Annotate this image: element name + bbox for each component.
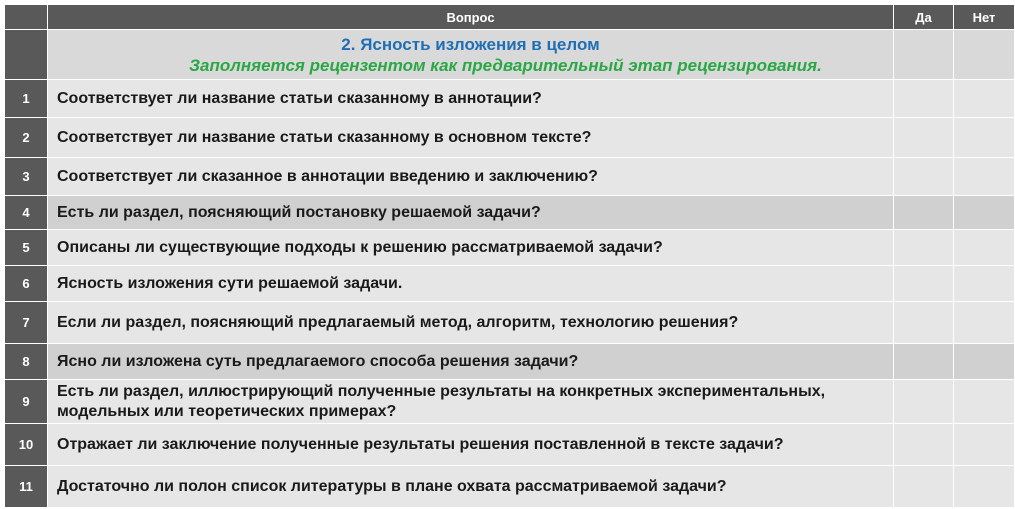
answer-yes-cell[interactable] <box>894 118 954 158</box>
question-text: Достаточно ли полон список литературы в плане охвата рассматриваемой задачи? <box>48 466 894 508</box>
question-row <box>5 466 1015 508</box>
section-yes-cell <box>894 30 954 80</box>
section-title: 2. Ясность изложения в целом <box>341 35 600 54</box>
answer-no-cell[interactable] <box>954 424 1015 466</box>
question-row <box>5 380 1015 424</box>
answer-no-cell[interactable] <box>954 266 1015 302</box>
answer-yes-cell[interactable] <box>894 80 954 118</box>
question-text: Описаны ли существующие подходы к решению рассматриваемой задачи? <box>48 230 894 266</box>
section-no-cell <box>954 30 1015 80</box>
header-question: Вопрос <box>48 5 894 30</box>
question-number: 11 <box>5 466 48 508</box>
section-subtitle: Заполняется рецензентом как предварительный этап рецензирования. <box>189 56 822 75</box>
question-text: Соответствует ли сказанное в аннотации введению и заключению? <box>48 158 894 196</box>
question-number: 8 <box>5 344 48 380</box>
answer-yes-cell[interactable] <box>894 344 954 380</box>
question-row <box>5 344 1015 380</box>
section-title-cell <box>48 30 894 80</box>
question-row <box>5 118 1015 158</box>
answer-yes-cell[interactable] <box>894 380 954 424</box>
answer-no-cell[interactable] <box>954 466 1015 508</box>
question-number: 1 <box>5 80 48 118</box>
answer-no-cell[interactable] <box>954 196 1015 230</box>
question-number: 10 <box>5 424 48 466</box>
answer-yes-cell[interactable] <box>894 424 954 466</box>
question-row <box>5 230 1015 266</box>
question-number: 5 <box>5 230 48 266</box>
question-text: Ясность изложения сути решаемой задачи. <box>48 266 894 302</box>
answer-no-cell[interactable] <box>954 118 1015 158</box>
answer-no-cell[interactable] <box>954 302 1015 344</box>
section-number-cell <box>5 30 48 80</box>
answer-yes-cell[interactable] <box>894 466 954 508</box>
answer-no-cell[interactable] <box>954 230 1015 266</box>
question-row <box>5 424 1015 466</box>
question-row <box>5 196 1015 230</box>
question-text: Есть ли раздел, иллюстрирующий полученные результаты на конкретных экспериментальных, модельных или теоретических примерах? <box>48 380 894 424</box>
answer-yes-cell[interactable] <box>894 196 954 230</box>
answer-yes-cell[interactable] <box>894 302 954 344</box>
answer-yes-cell[interactable] <box>894 230 954 266</box>
question-text: Соответствует ли название статьи сказанному в основном тексте? <box>48 118 894 158</box>
question-number: 9 <box>5 380 48 424</box>
section-row <box>5 30 1015 80</box>
answer-yes-cell[interactable] <box>894 266 954 302</box>
question-text: Соответствует ли название статьи сказанному в аннотации? <box>48 80 894 118</box>
answer-no-cell[interactable] <box>954 380 1015 424</box>
question-row <box>5 266 1015 302</box>
header-number-cell <box>5 5 48 30</box>
answer-no-cell[interactable] <box>954 344 1015 380</box>
question-row <box>5 80 1015 118</box>
question-text: Если ли раздел, поясняющий предлагаемый метод, алгоритм, технологию решения? <box>48 302 894 344</box>
question-number: 2 <box>5 118 48 158</box>
header-yes: Да <box>894 5 954 30</box>
answer-no-cell[interactable] <box>954 80 1015 118</box>
header-no: Нет <box>954 5 1015 30</box>
review-questionnaire-table <box>4 4 1015 508</box>
question-number: 3 <box>5 158 48 196</box>
question-text: Есть ли раздел, поясняющий постановку решаемой задачи? <box>48 196 894 230</box>
question-row <box>5 302 1015 344</box>
question-text: Ясно ли изложена суть предлагаемого способа решения задачи? <box>48 344 894 380</box>
question-number: 7 <box>5 302 48 344</box>
header-row <box>5 5 1015 30</box>
answer-yes-cell[interactable] <box>894 158 954 196</box>
question-number: 4 <box>5 196 48 230</box>
answer-no-cell[interactable] <box>954 158 1015 196</box>
question-number: 6 <box>5 266 48 302</box>
question-text: Отражает ли заключение полученные результаты решения поставленной в тексте задачи? <box>48 424 894 466</box>
question-row <box>5 158 1015 196</box>
